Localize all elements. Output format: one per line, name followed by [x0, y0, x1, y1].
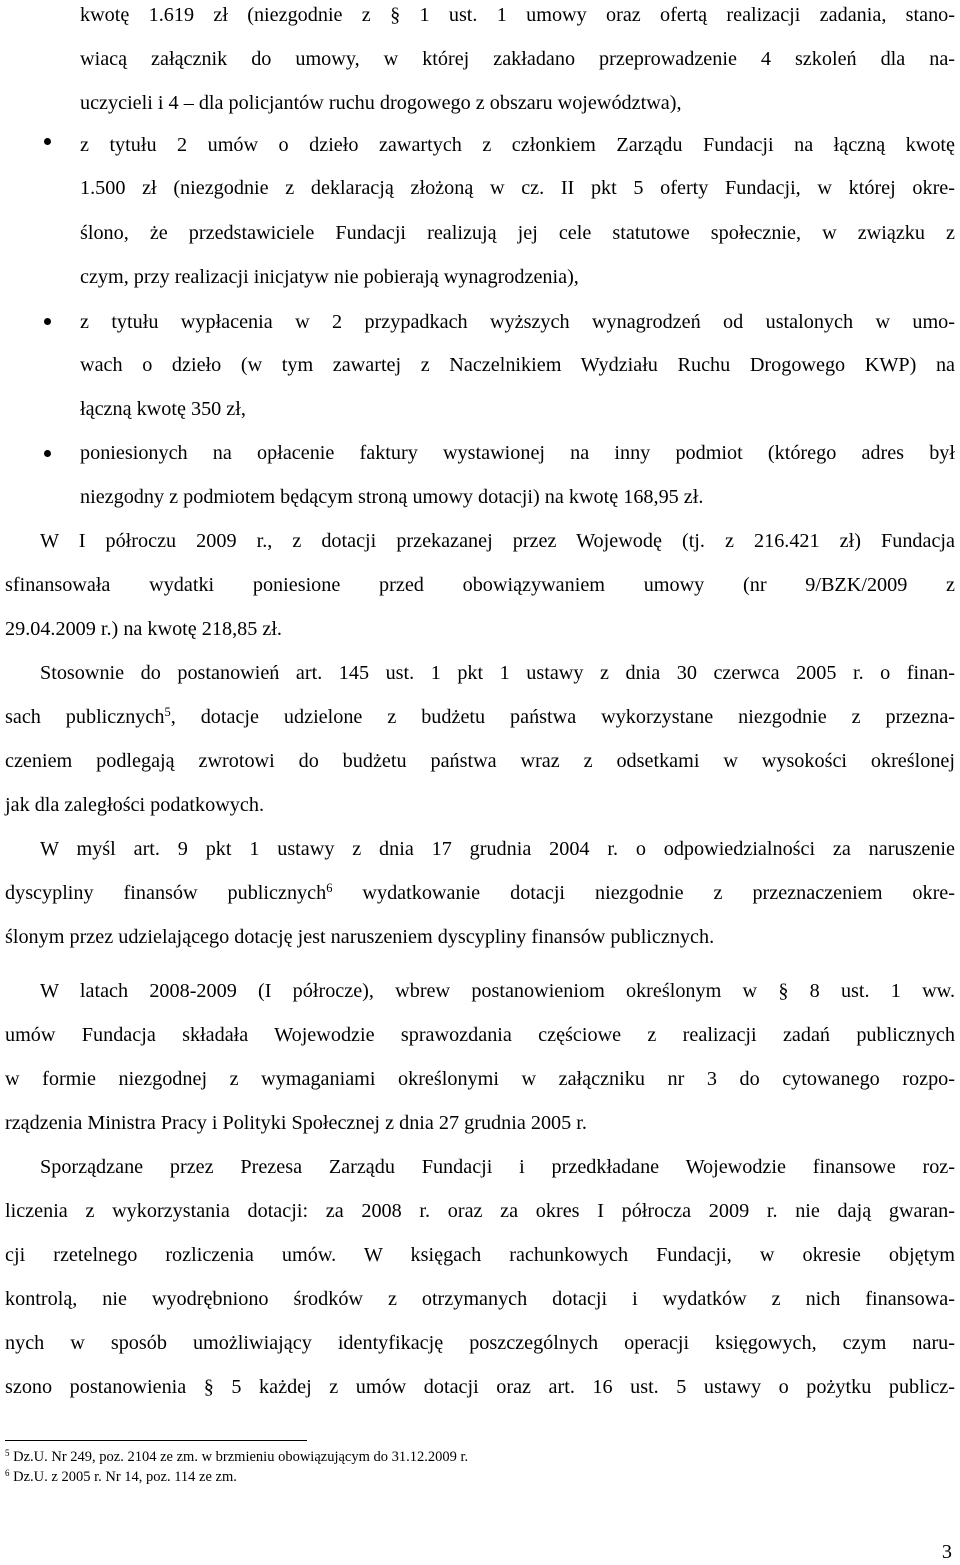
footnote-text: Dz.U. z 2005 r. Nr 14, poz. 114 ze zm. [9, 1469, 237, 1485]
text-line: 29.04.2009 r.) na kwotę 218,85 zł. [5, 618, 282, 640]
text-line [5, 881, 955, 907]
text-segment: , dotacje udzielone z budżetu państwa wykorzystane niezgodnie z przezna- [170, 706, 956, 728]
text-segment: sach publicznych [5, 706, 165, 728]
text-line: cji rzetelnego rozliczenia umów. W księgach rachunkowych Fundacji, w okresie objętym [5, 1244, 955, 1266]
text-line: 1.500 zł (niezgodnie z deklaracją złożoną w cz. II pkt 5 oferty Fundacji, w której okre- [80, 177, 955, 199]
text-line: czeniem podlegają zwrotowi do budżetu państwa wraz z odsetkami w wysokości określonej [5, 750, 955, 772]
text-line: szono postanowienia § 5 każdej z umów dotacji oraz art. 16 ust. 5 ustawy o pożytku publicz- [5, 1376, 955, 1398]
text-line: rządzenia Ministra Pracy i Polityki Społecznej z dnia 27 grudnia 2005 r. [5, 1112, 587, 1134]
text-line: wach o dzieło (w tym zawartej z Naczelnikiem Wydziału Ruchu Drogowego KWP) na [80, 354, 955, 376]
footnote-mark: 6 [5, 1468, 10, 1479]
bullet-3 [44, 450, 51, 457]
footnote-mark: 5 [5, 1448, 10, 1459]
text-line: z tytułu wypłacenia w 2 przypadkach wyższych wynagrodzeń od ustalonych w umo- [80, 311, 955, 333]
text-line: W latach 2008-2009 (I półrocze), wbrew postanowieniom określonym w § 8 ust. 1 ww. [40, 980, 955, 1002]
text-line: sfinansowała wydatki poniesione przed obowiązywaniem umowy (nr 9/BZK/2009 z [5, 574, 955, 596]
text-line: nych w sposób umożliwiający identyfikację poszczególnych operacji księgowych, czym naru- [5, 1332, 955, 1354]
bullet-1 [44, 138, 51, 145]
footnote-5 [5, 1448, 468, 1467]
text-line: umów Fundacja składała Wojewodzie sprawozdania częściowe z realizacji zadań publicznych [5, 1024, 955, 1046]
footnote-text: Dz.U. Nr 249, poz. 2104 ze zm. w brzmieniu obowiązującym do 31.12.2009 r. [9, 1449, 469, 1465]
text-line: kwotę 1.619 zł (niezgodnie z § 1 ust. 1 umowy oraz ofertą realizacji zadania, stano- [80, 4, 955, 26]
page-number: 3 [941, 1541, 952, 1563]
footnote-separator [5, 1440, 307, 1441]
text-line: W I półroczu 2009 r., z dotacji przekazanej przez Wojewodę (tj. z 216.421 zł) Fundacja [40, 530, 955, 552]
text-line: uczycieli i 4 – dla policjantów ruchu drogowego z obszaru województwa), [80, 92, 682, 114]
text-line: w formie niezgodnej z wymaganiami określonymi w załączniku nr 3 do cytowanego rozpo- [5, 1068, 955, 1090]
footnote-reference[interactable]: 5 [164, 705, 171, 720]
text-line: łączną kwotę 350 zł, [80, 398, 246, 420]
text-line: czym, przy realizacji inicjatyw nie pobierają wynagrodzenia), [80, 266, 579, 288]
text-line: W myśl art. 9 pkt 1 ustawy z dnia 17 grudnia 2004 r. o odpowiedzialności za naruszenie [40, 838, 955, 860]
text-line: liczenia z wykorzystania dotacji: za 2008 r. oraz za okres I półrocza 2009 r. nie dają gwaran- [5, 1200, 955, 1222]
text-line: Stosownie do postanowień art. 145 ust. 1 pkt 1 ustawy z dnia 30 czerwca 2005 r. o finan- [40, 662, 955, 684]
text-segment: wydatkowanie dotacji niezgodnie z przeznaczeniem okre- [332, 882, 955, 904]
footnote-reference[interactable]: 6 [326, 881, 333, 896]
text-line: wiacą załącznik do umowy, w której zakładano przeprowadzenie 4 szkoleń dla na- [80, 48, 955, 70]
text-line: ślono, że przedstawiciele Fundacji realizują jej cele statutowe społecznie, w związku z [80, 222, 955, 244]
text-line: Sporządzane przez Prezesa Zarządu Fundacji i przedkładane Wojewodzie finansowe roz- [40, 1156, 955, 1178]
text-line [5, 705, 955, 731]
text-line: niezgodny z podmiotem będącym stroną umowy dotacji) na kwotę 168,95 zł. [80, 486, 704, 508]
text-line: z tytułu 2 umów o dzieło zawartych z członkiem Zarządu Fundacji na łączną kwotę [80, 134, 955, 156]
text-line: jak dla zaległości podatkowych. [5, 794, 264, 816]
footnote-6 [5, 1468, 237, 1487]
text-segment: dyscypliny finansów publicznych [5, 882, 327, 904]
text-line: kontrolą, nie wyodrębniono środków z otrzymanych dotacji i wydatków z nich finansowa- [5, 1288, 955, 1310]
text-line: ślonym przez udzielającego dotację jest naruszeniem dyscypliny finansów publicznych. [5, 926, 715, 948]
text-line: poniesionych na opłacenie faktury wystawionej na inny podmiot (którego adres był [80, 442, 955, 464]
bullet-2 [44, 318, 51, 325]
